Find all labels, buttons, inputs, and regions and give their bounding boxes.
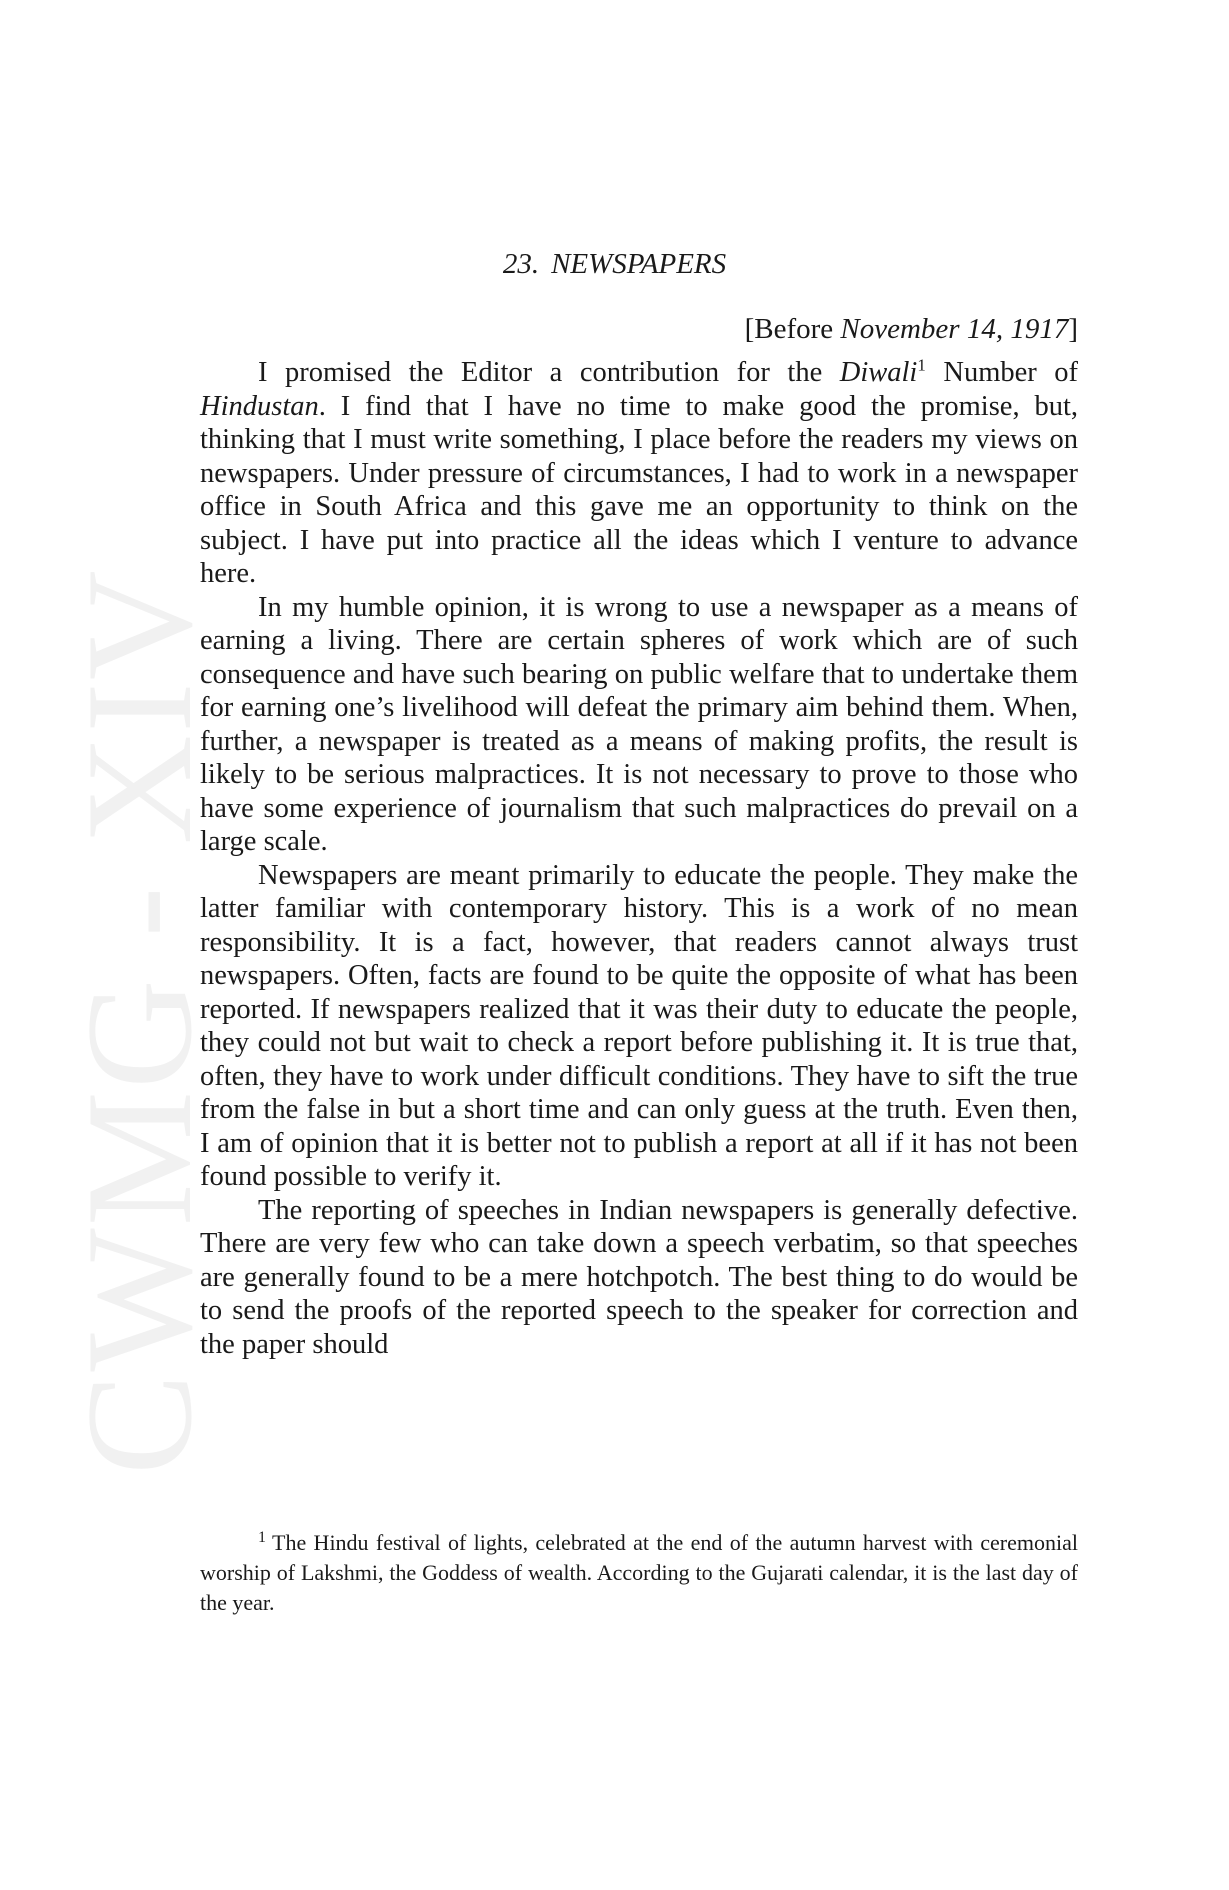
paragraph-text: I promised the Editor a contribution for the xyxy=(258,357,840,388)
dateline-date: November 14, 1917 xyxy=(840,313,1069,345)
paragraph xyxy=(200,356,1078,591)
dateline-close: ] xyxy=(1068,313,1078,345)
dateline-open: [Before xyxy=(744,313,841,345)
paragraph-text: . I find that I have no time to make good the promise, but, thinking that I must write something, I place before the readers my views on newspapers. Under pressure of circumstances, I had to work in a newspaper office in South Africa and this gave me an opportunity to think on the subject. I have put into practice all the ideas which I venture to advance here. xyxy=(200,390,1078,589)
paragraph: In my humble opinion, it is wrong to use a newspaper as a means of earning a living. There are certain spheres of work which are of such consequence and have such bearing on public welfare that to undertake them for earning one’s livelihood will defeat the primary aim behind them. When, further, a newspaper is treated as a means of making profits, the result is likely to be serious malpractices. It is not necessary to prove to those who have some experience of journalism that such malpractices do prevail on a large scale. xyxy=(200,591,1078,857)
footnote-reference: 1 xyxy=(917,355,926,375)
article-body xyxy=(200,356,1078,1361)
paragraph-text: Number of xyxy=(925,357,1078,388)
paragraph: Newspapers are meant primarily to educate the people. They make the latter familiar with contemporary history. This is a work of no mean responsibility. It is a fact, however, that readers cannot always trust newspapers. Often, facts are found to be quite the opposite of what has been reported. If newspapers realized that it was their duty to educate the people, they could not but wait to check a report before publishing it. It is true that, often, they have to work under difficult conditions. They have to sift the true from the false in but a short time and can only guess at the truth. Even then, I am of opinion that it is better not to publish a report at all if it has not been found possible to verify it. xyxy=(200,859,1078,1192)
section-title: NEWSPAPERS xyxy=(551,248,727,280)
footnote-marker: 1 xyxy=(258,1528,266,1546)
section-heading xyxy=(0,248,1229,281)
watermark: CWMG - XIV xyxy=(55,568,223,1475)
section-number: 23. xyxy=(502,248,540,280)
paragraph-italic: Diwali xyxy=(839,357,918,388)
paragraph-italic: Hindustan xyxy=(200,390,319,422)
footnote-text: The Hindu festival of lights, celebrated at the end of the autumn harvest with ceremonial worship of Lakshmi, the Goddess of wealth. According to the Gujarati calendar, it is the last day of the year. xyxy=(200,1530,1078,1615)
footnote xyxy=(200,1528,1078,1618)
paragraph: The reporting of speeches in Indian newspapers is generally defective. There are very few who can take down a speech verbatim, so that speeches are generally found to be a mere hotchpotch. The best thing to do would be to send the proofs of the reported speech to the speaker for correction and the paper should xyxy=(200,1194,1078,1360)
dateline xyxy=(200,312,1078,346)
